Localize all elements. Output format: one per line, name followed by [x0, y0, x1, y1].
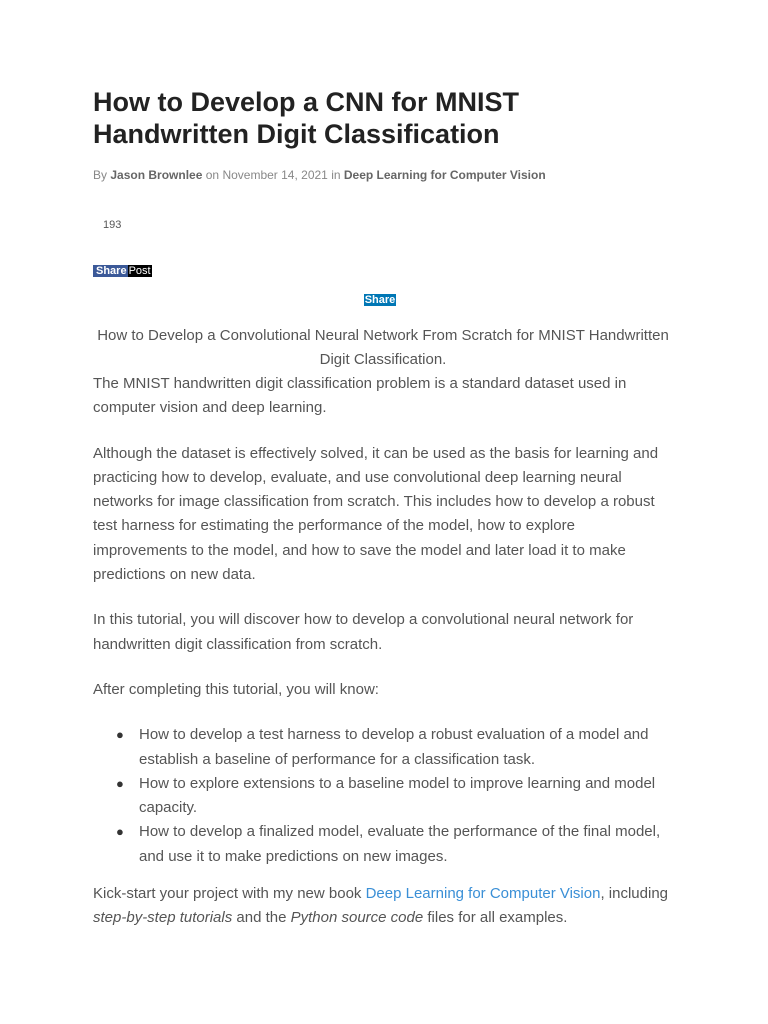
- body-paragraph: In this tutorial, you will discover how to develop a convolutional neural network for handwritten digit classification from scratch.: [93, 611, 634, 653]
- share-count: 193: [103, 219, 122, 231]
- list-item: [93, 772, 673, 821]
- image-caption: How to Develop a Convolutional Neural Network From Scratch for MNIST Handwritten Digit Classification.: [97, 327, 669, 368]
- bullet-icon: ●: [116, 727, 124, 743]
- kickstart-suffix: files for all examples.: [423, 909, 568, 927]
- category-link[interactable]: Deep Learning for Computer Vision: [343, 168, 546, 182]
- kickstart-prefix: Kick-start your project with my new book: [93, 885, 366, 903]
- linkedin-share-row: [93, 293, 673, 305]
- bullet-icon: ●: [116, 775, 124, 791]
- list-item-text: How to develop a finalized model, evaluate the performance of the final model, and use it to make predictions on new images.: [139, 823, 661, 865]
- meta-by: By: [93, 168, 108, 182]
- kickstart-italic-tutorials: step-by-step tutorials: [93, 909, 233, 927]
- linkedin-share-button[interactable]: Share: [364, 294, 396, 306]
- post-date: November 14, 2021: [222, 168, 328, 182]
- x-post-button[interactable]: Post: [128, 265, 151, 277]
- post-meta: [93, 167, 673, 183]
- learning-outcomes-list: [93, 723, 673, 869]
- facebook-share-button[interactable]: Share: [93, 265, 128, 277]
- meta-on: on: [205, 168, 220, 182]
- body-paragraph: Although the dataset is effectively solved, it can be used as the basis for learning and practicing how to develop, evaluate, and use convolutional deep learning neural networks for image classification from scratch. This includes how to develop a robust test harness for estimating the performance of the model, how to explore improvements to the model, and how to save the model and later load it to make predictions on new data.: [93, 444, 659, 584]
- intro-paragraph: The MNIST handwritten digit classification problem is a standard dataset used in computer vision and deep learning.: [93, 375, 627, 417]
- book-link[interactable]: Deep Learning for Computer Vision: [365, 885, 601, 903]
- kickstart-paragraph: [93, 882, 673, 931]
- article: [93, 86, 673, 952]
- bullet-icon: ●: [116, 824, 124, 840]
- know-intro-paragraph: After completing this tutorial, you will know:: [93, 680, 379, 698]
- list-item-text: How to explore extensions to a baseline model to improve learning and model capacity.: [139, 774, 656, 817]
- meta-in: in: [331, 168, 341, 182]
- list-item: [93, 723, 673, 772]
- page-title: How to Develop a CNN for MNIST Handwritten Digit Classification: [93, 87, 520, 149]
- kickstart-mid: , including: [600, 885, 668, 903]
- list-item-text: How to develop a test harness to develop a robust evaluation of a model and establish a baseline of performance for a classification task.: [139, 726, 649, 768]
- list-item: [93, 820, 673, 869]
- share-row: [93, 265, 673, 277]
- kickstart-and: and the: [232, 909, 291, 927]
- kickstart-italic-code: Python source code: [290, 909, 424, 927]
- author-link[interactable]: Jason Brownlee: [110, 168, 203, 182]
